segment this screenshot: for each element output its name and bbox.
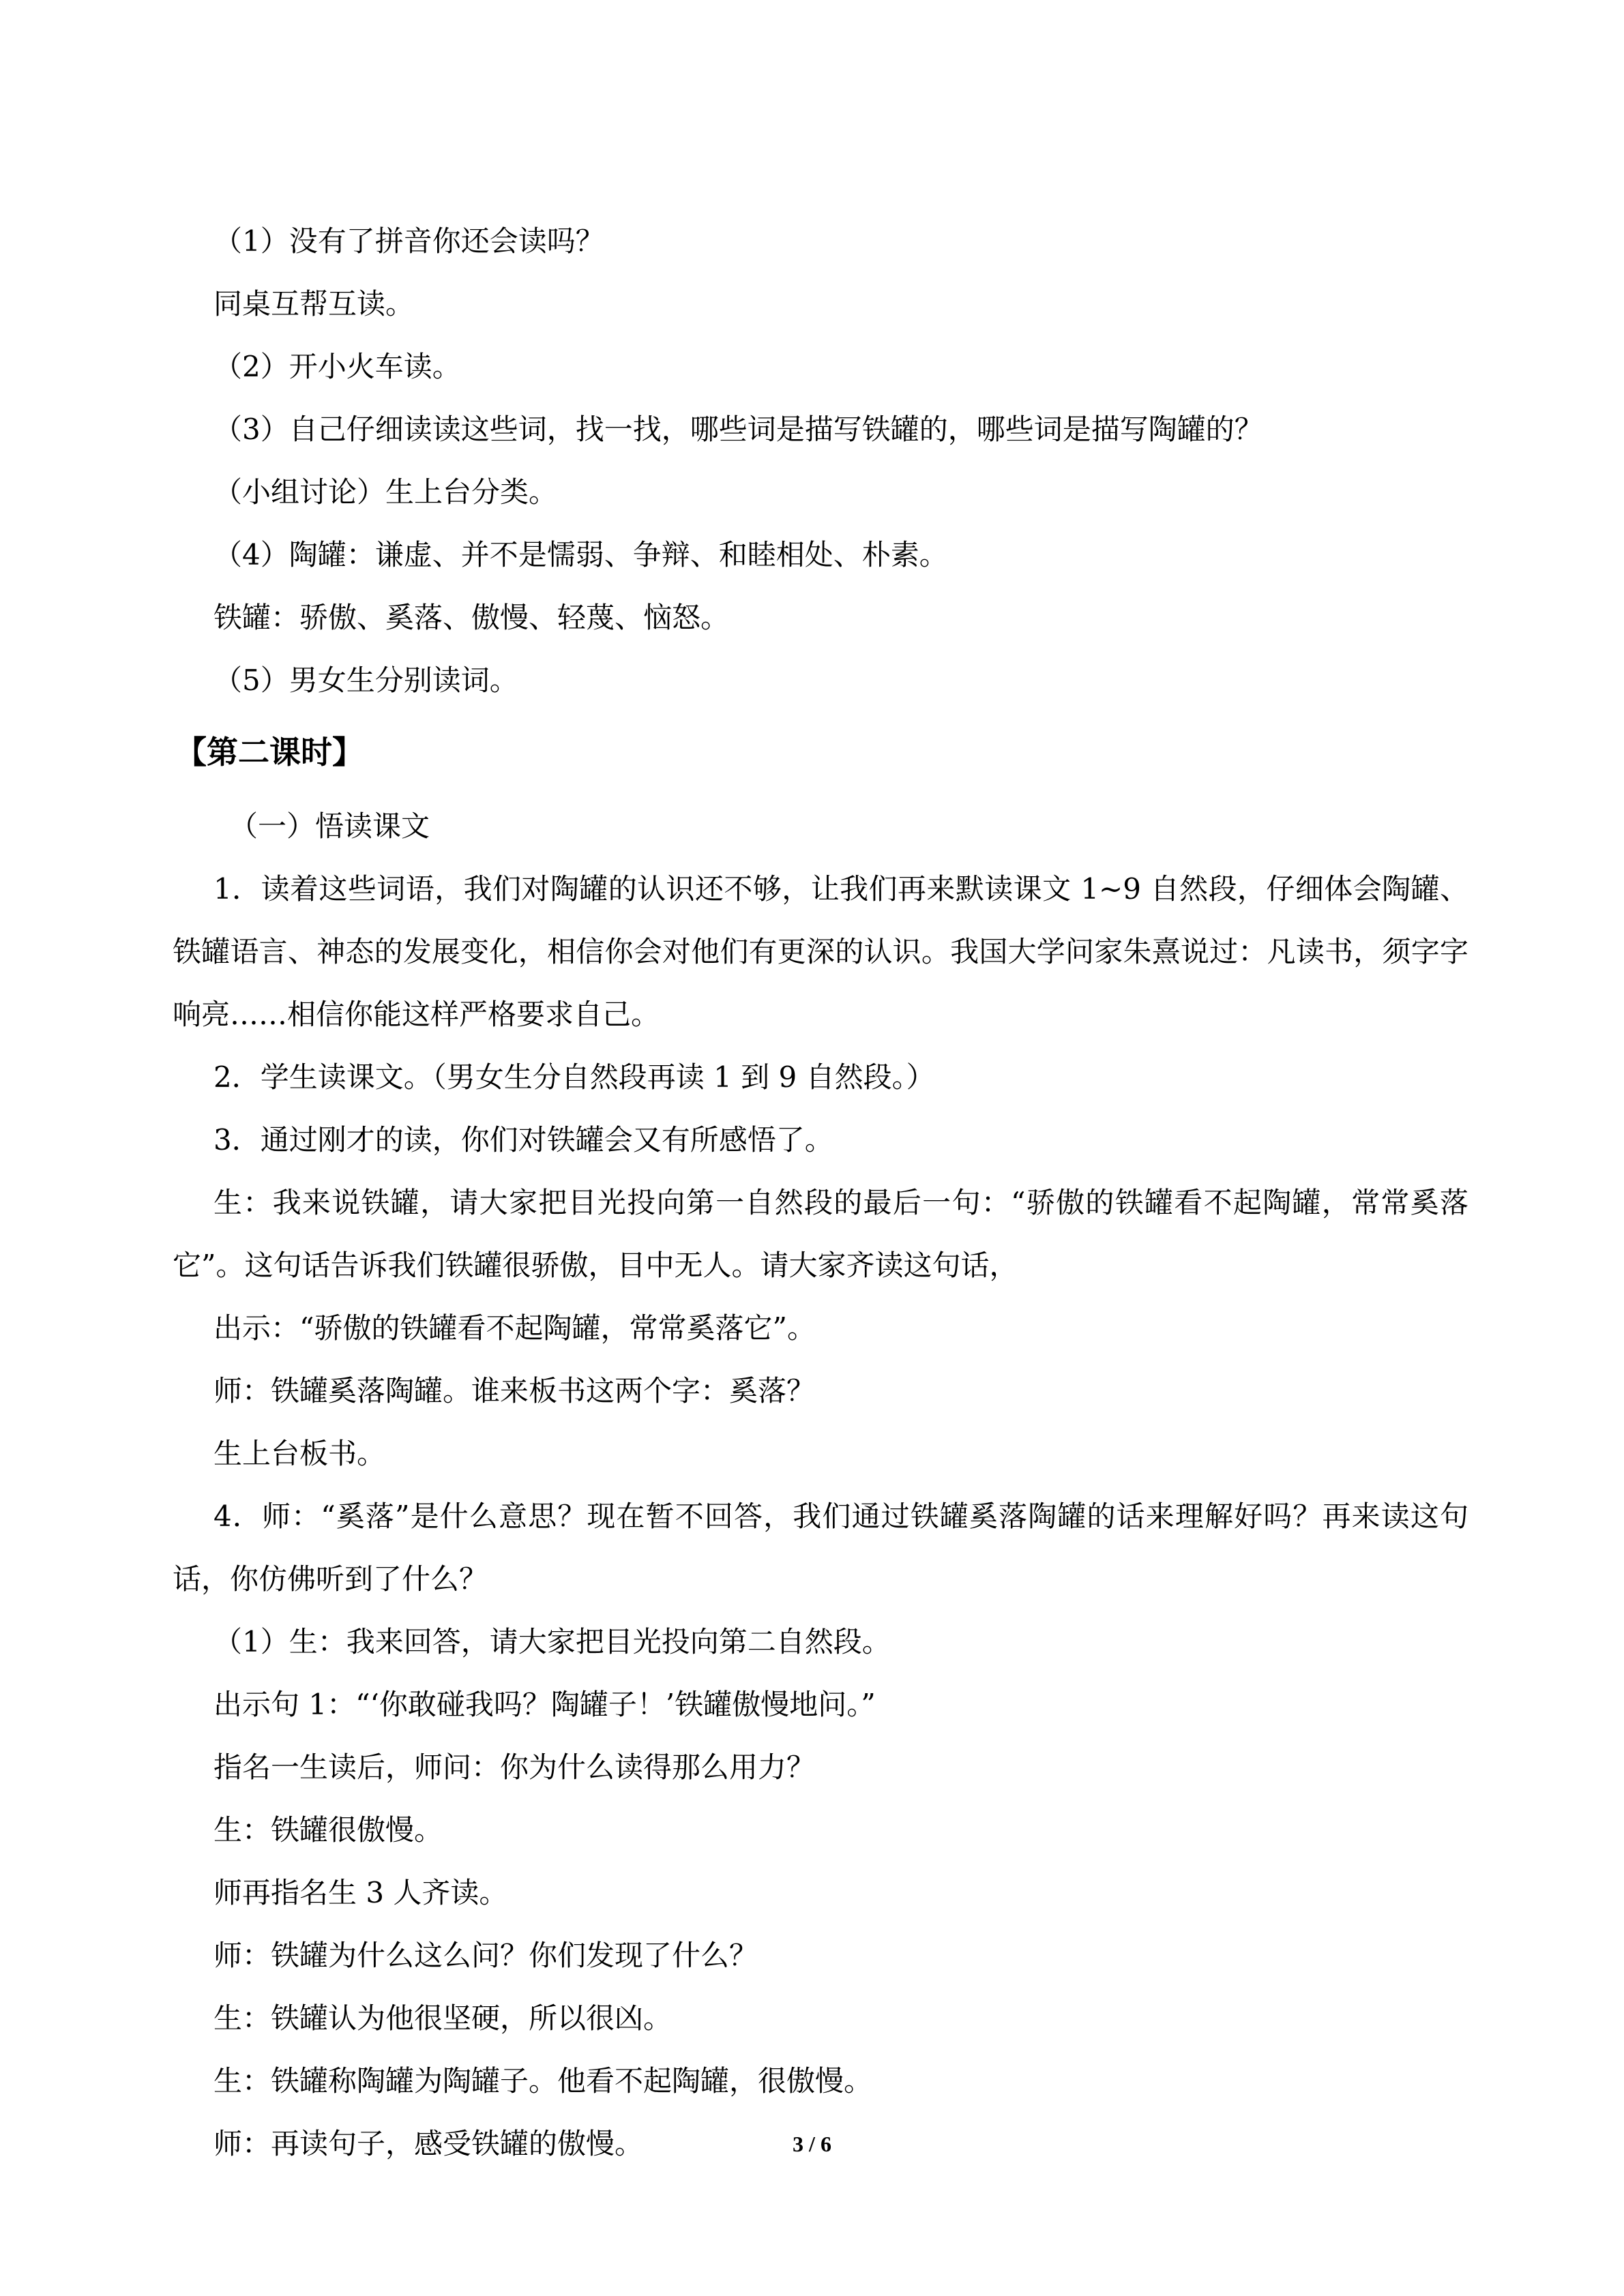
text-line: 师：再读句子，感受铁罐的傲慢。 — [213, 2127, 644, 2160]
paragraph: 1．读着这些词语，我们对陶罐的认识还不够，让我们再来默读课文 1~9 自然段，仔细体会陶罐、铁罐语言、神态的发展变化，相信你会对他们有更深的认识。我国大学问家朱熹说过：凡读书，须字字响亮……相信你能这样严格要求自己。 — [173, 872, 1468, 1031]
text-line: 师：铁罐为什么这么问？你们发现了什么？ — [213, 1939, 758, 1972]
text-line: 师再指名生 3 人齐读。 — [213, 1876, 508, 1909]
text-line: 2．学生读课文。（男女生分自然段再读 1 到 9 自然段。） — [213, 1060, 935, 1094]
text-line: 出示句 1：“‘你敢碰我吗？陶罐子！’铁罐傲慢地问。” — [213, 1688, 876, 1721]
text-line: （3）自己仔细读读这些词，找一找，哪些词是描写铁罐的，哪些词是描写陶罐的？ — [213, 413, 1263, 446]
text-line: （2）开小火车读。 — [213, 350, 461, 383]
text-line: 同桌互帮互读。 — [213, 287, 415, 320]
page-number: 3 / 6 — [793, 2132, 831, 2156]
text-line: 生：铁罐很傲慢。 — [213, 1813, 443, 1847]
text-line: （1）生：我来回答，请大家把目光投向第二自然段。 — [213, 1625, 891, 1658]
text-line: （4）陶罐：谦虚、并不是懦弱、争辩、和睦相处、朴素。 — [213, 538, 948, 571]
text-line: 生上台板书。 — [213, 1437, 386, 1470]
section-heading: 【第二课时】 — [175, 734, 364, 771]
text-line: 出示：“骄傲的铁罐看不起陶罐，常常奚落它”。 — [213, 1311, 816, 1345]
text-line: （小组讨论）生上台分类。 — [213, 475, 558, 509]
subheading: （一）悟读课文 — [229, 809, 430, 843]
text-line: 师：铁罐奚落陶罐。谁来板书这两个字：奚落？ — [213, 1374, 816, 1407]
document-body — [173, 210, 1468, 2175]
paragraph: 4．师：“奚落”是什么意思？现在暂不回答，我们通过铁罐奚落陶罐的话来理解好吗？再来读这句话，你仿佛听到了什么？ — [173, 1500, 1468, 1596]
text-line: 生：铁罐称陶罐为陶罐子。他看不起陶罐，很傲慢。 — [213, 2064, 873, 2098]
text-line: 指名一生读后，师问：你为什么读得那么用力？ — [213, 1750, 816, 1784]
text-line: 3．通过刚才的读，你们对铁罐会又有所感悟了。 — [213, 1123, 833, 1157]
text-line: （1）没有了拼音你还会读吗？ — [213, 224, 604, 258]
text-line: （5）男女生分别读词。 — [213, 664, 518, 697]
paragraph: 生：我来说铁罐，请大家把目光投向第一自然段的最后一句：“骄傲的铁罐看不起陶罐，常常奚落它”。这句话告诉我们铁罐很骄傲，目中无人。请大家齐读这句话， — [173, 1186, 1468, 1282]
text-line: 铁罐：骄傲、奚落、傲慢、轻蔑、恼怒。 — [213, 601, 730, 634]
text-line: 生：铁罐认为他很坚硬，所以很凶。 — [213, 2001, 673, 2035]
